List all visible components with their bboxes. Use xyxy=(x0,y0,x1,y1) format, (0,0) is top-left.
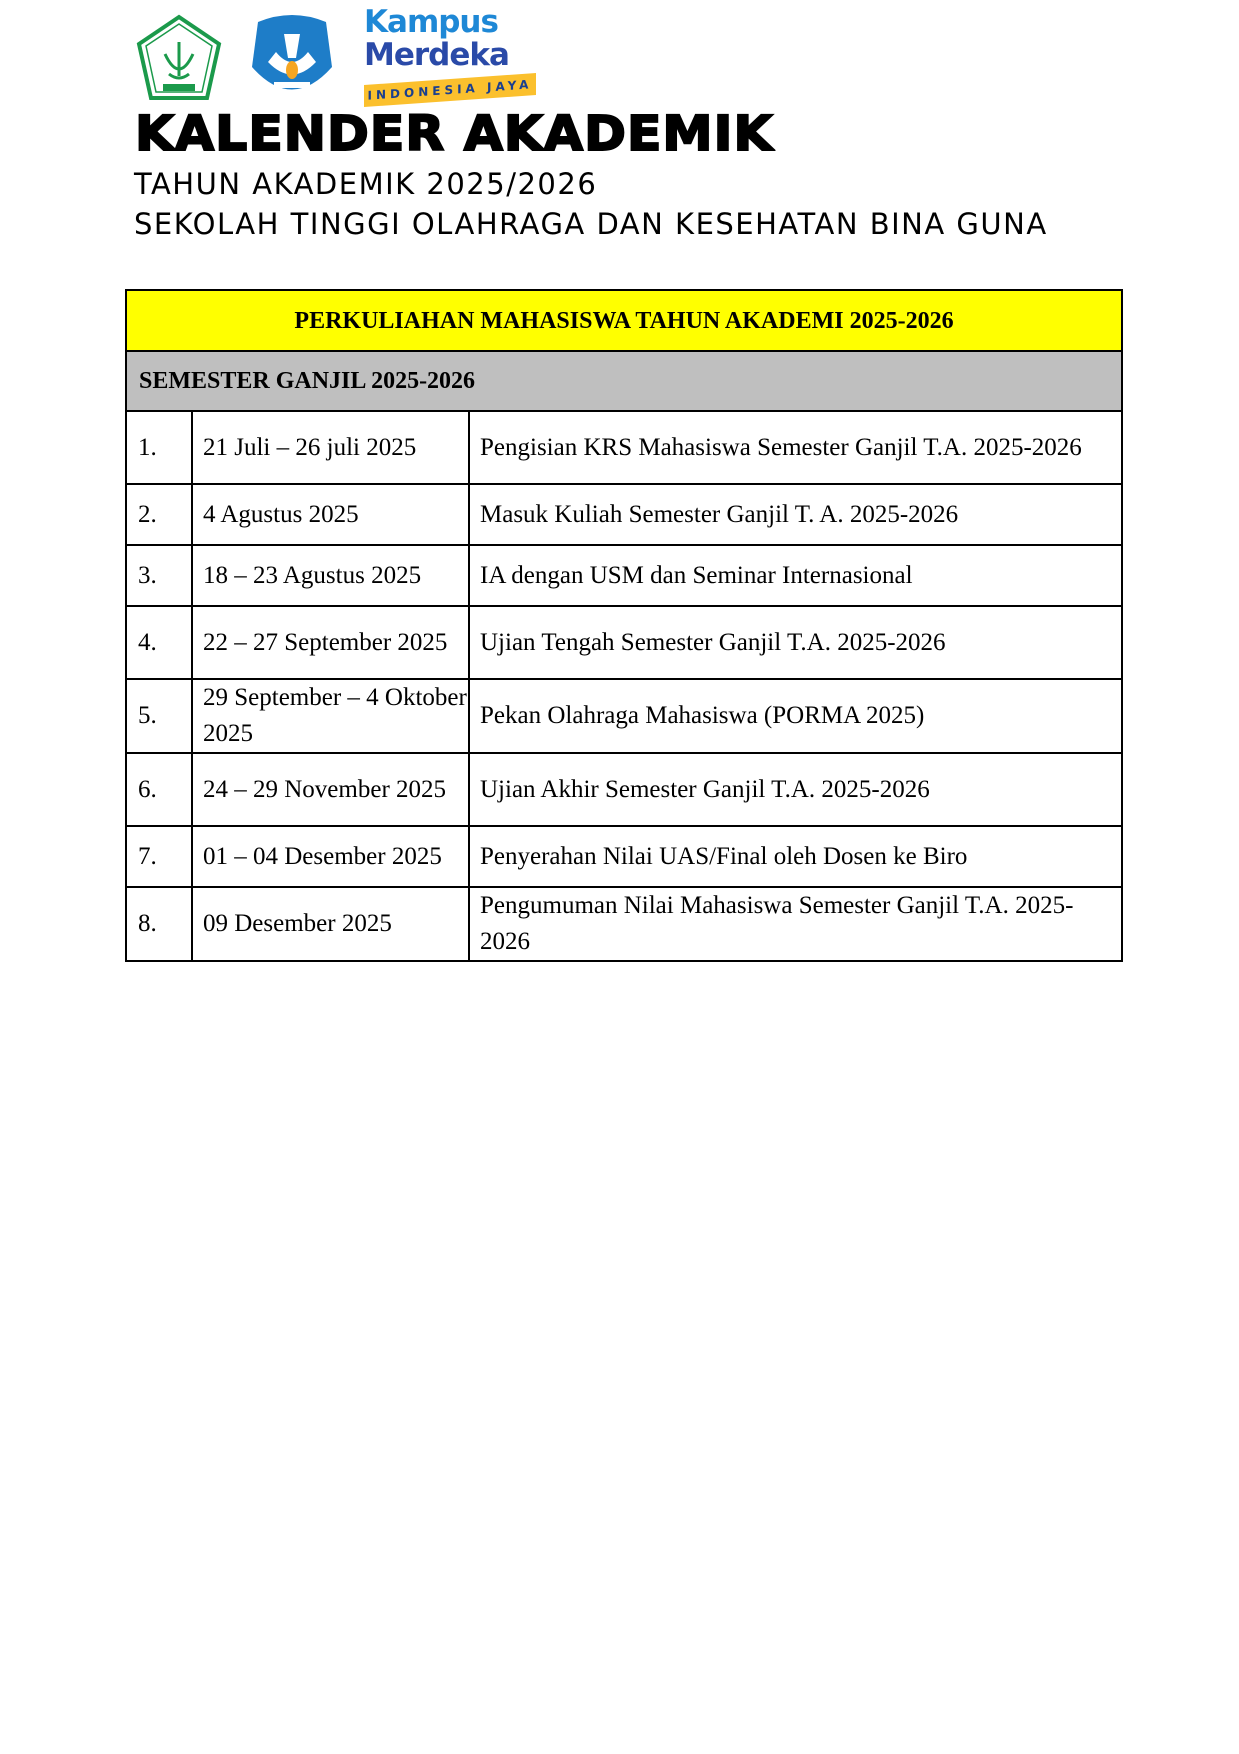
row-date: 24 – 29 November 2025 xyxy=(192,753,469,826)
row-date: 22 – 27 September 2025 xyxy=(192,606,469,679)
table-row xyxy=(126,411,1122,484)
row-date: 29 September – 4 Oktober 2025 xyxy=(192,679,469,753)
stok-bina-guna-logo xyxy=(135,14,223,102)
logo-band: INDONESIA JAYA xyxy=(364,73,536,107)
row-number: 3. xyxy=(126,545,192,606)
kampus-merdeka-logo xyxy=(360,6,545,104)
row-date: 09 Desember 2025 xyxy=(192,887,469,961)
row-number: 5. xyxy=(126,679,192,753)
row-description: Penyerahan Nilai UAS/Final oleh Dosen ke Biro xyxy=(469,826,1122,887)
semester-heading: SEMESTER GANJIL 2025-2026 xyxy=(126,351,1122,411)
table-row xyxy=(126,679,1122,753)
row-date: 01 – 04 Desember 2025 xyxy=(192,826,469,887)
row-number: 2. xyxy=(126,484,192,545)
row-number: 8. xyxy=(126,887,192,961)
row-number: 6. xyxy=(126,753,192,826)
row-description: Ujian Tengah Semester Ganjil T.A. 2025-2026 xyxy=(469,606,1122,679)
row-number: 4. xyxy=(126,606,192,679)
row-description: Pengisian KRS Mahasiswa Semester Ganjil T.A. 2025-2026 xyxy=(469,411,1122,484)
table-row xyxy=(126,484,1122,545)
row-description: Pengumuman Nilai Mahasiswa Semester Ganjil T.A. 2025-2026 xyxy=(469,887,1122,961)
logo-text: Merdeka xyxy=(364,37,509,73)
table-row xyxy=(126,753,1122,826)
table-title: PERKULIAHAN MAHASISWA TAHUN AKADEMI 2025-2026 xyxy=(126,290,1122,351)
table-row xyxy=(126,887,1122,961)
table-row xyxy=(126,606,1122,679)
logo-text: Kampus xyxy=(364,4,498,40)
row-description: Pekan Olahraga Mahasiswa (PORMA 2025) xyxy=(469,679,1122,753)
row-date: 4 Agustus 2025 xyxy=(192,484,469,545)
academic-year: TAHUN AKADEMIK 2025/2026 xyxy=(134,167,598,201)
row-number: 7. xyxy=(126,826,192,887)
row-date: 18 – 23 Agustus 2025 xyxy=(192,545,469,606)
row-description: IA dengan USM dan Seminar Internasional xyxy=(469,545,1122,606)
row-description: Ujian Akhir Semester Ganjil T.A. 2025-2026 xyxy=(469,753,1122,826)
page-title: KALENDER AKADEMIK xyxy=(135,106,774,162)
table-row xyxy=(126,826,1122,887)
institution-name: SEKOLAH TINGGI OLAHRAGA DAN KESEHATAN BINA GUNA xyxy=(134,207,1048,241)
table-row xyxy=(126,545,1122,606)
row-description: Masuk Kuliah Semester Ganjil T. A. 2025-2026 xyxy=(469,484,1122,545)
tut-wuri-handayani-logo xyxy=(248,12,336,102)
calendar-table xyxy=(125,289,1123,962)
row-number: 1. xyxy=(126,411,192,484)
row-date: 21 Juli – 26 juli 2025 xyxy=(192,411,469,484)
